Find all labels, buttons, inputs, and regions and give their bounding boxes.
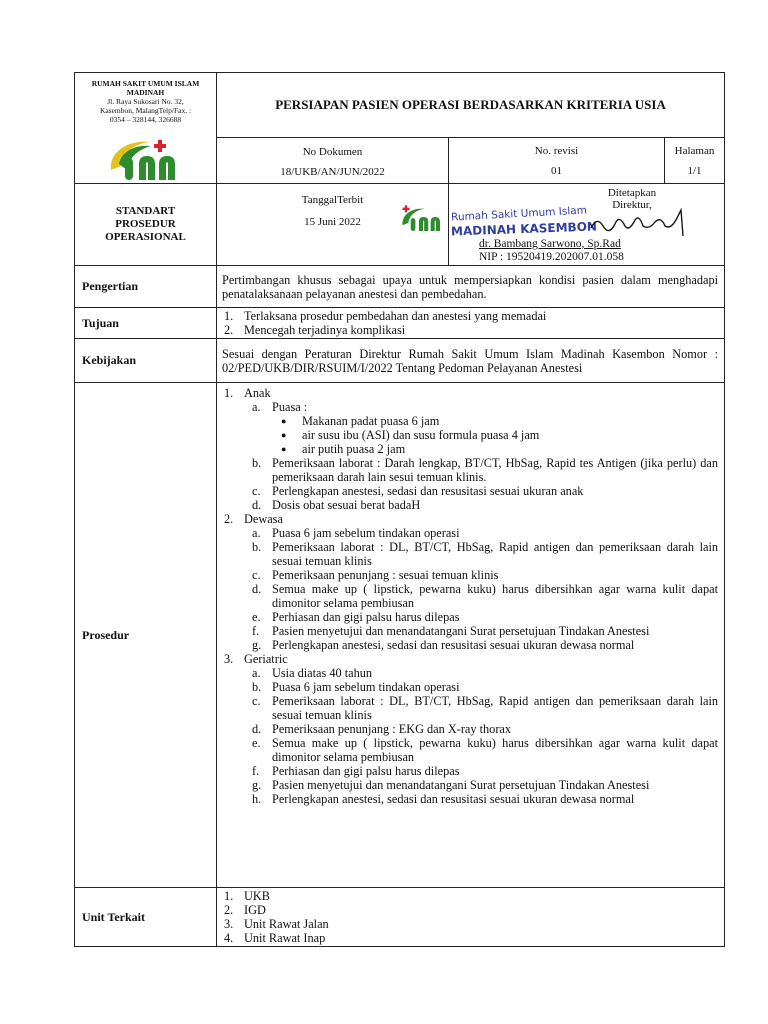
prosedur-item-text: Perlengkapan anestesi, sedasi dan resusitasi sesuai ukuran dewasa normal [272,792,635,806]
tujuan-label: Tujuan [75,308,217,339]
prosedur-bullet-text: Makanan padat puasa 6 jam [302,414,440,428]
tujuan-item [222,309,718,323]
stamp-logo-icon [399,198,447,236]
no-dokumen-cell [217,138,449,184]
prosedur-item [222,568,718,582]
prosedur-item-letter: h. [252,792,262,806]
prosedur-item-letter: a. [252,400,261,414]
no-revisi-value: 01 [551,164,562,177]
prosedur-bullet-text: air susu ibu (ASI) dan susu formula puasa 4 jam [302,428,540,442]
signature-icon [589,208,693,238]
prosedur-item-text: Puasa 6 jam sebelum tindakan operasi [272,526,460,540]
prosedur-item [222,722,718,736]
prosedur-item-letter: g. [252,778,262,792]
tujuan-item-text: Mencegah terjadinya komplikasi [244,323,406,337]
unit-terkait-item-text: UKB [244,889,270,903]
prosedur-group-title: Geriatric [244,652,288,666]
unit-terkait-item-number: 1. [224,889,234,903]
prosedur-group-title: Anak [244,386,271,400]
prosedur-item-text: Pemeriksaan laborat : DL, BT/CT, HbSag, Rapid antigen dan pemeriksaan darah lain sesuai temuan klinis [272,694,719,722]
prosedur-sublist [222,526,718,652]
unit-terkait-label: Unit Terkait [75,888,217,947]
prosedur-bullet [222,428,718,442]
prosedur-group [222,386,718,512]
prosedur-item [222,624,718,638]
unit-terkait-item [222,903,718,917]
hospital-address-line3: 0354 – 328144, 326688 [109,115,182,124]
prosedur-item-letter: c. [252,694,261,708]
prosedur-item [222,526,718,540]
prosedur-bullet [222,442,718,456]
direktur-label: Direktur, [612,199,652,211]
prosedur-group-number: 1. [224,386,234,400]
hospital-logo-icon [105,130,187,182]
tanggal-terbit-label: TanggalTerbit [301,194,364,206]
no-revisi-cell [449,138,665,184]
no-dokumen-label: No Dokumen [302,145,363,158]
prosedur-item-letter: d. [252,722,262,736]
sop-label-line1: STANDART [115,205,176,217]
prosedur-item [222,540,718,568]
prosedur-item-text: Pemeriksaan laborat : DL, BT/CT, HbSag, Rapid antigen dan pemeriksaan darah lain sesuai temuan klinis [272,540,719,568]
prosedur-item-text: Semua make up ( lipstick, pewarna kuku) harus dibersihkan agar warna kulit dapat dimonitor selama pembiusan [272,582,719,610]
pengertian-label: Pengertian [75,266,217,308]
tanggal-terbit-value: 15 Juni 2022 [304,216,361,228]
director-name: dr. Bambang Sarwono, Sp.Rad [479,238,621,250]
tujuan-item-text: Terlaksana prosedur pembedahan dan anestesi yang memadai [244,309,547,323]
prosedur-item-letter: f. [252,764,260,778]
prosedur-item [222,778,718,792]
prosedur-item [222,456,718,484]
halaman-label: Halaman [674,144,715,157]
prosedur-item-text: Perlengkapan anestesi, sedasi dan resusitasi sesuai ukuran dewasa normal [272,638,635,652]
prosedur-item-letter: a. [252,526,261,540]
prosedur-sublist [222,666,718,806]
approval-cell [449,184,725,266]
prosedur-item-letter: b. [252,456,262,470]
prosedur-item-text: Puasa : [272,400,308,414]
unit-terkait-item-number: 2. [224,903,234,917]
prosedur-group-number: 3. [224,652,234,666]
prosedur-item [222,400,718,456]
prosedur-item-text: Pemeriksaan penunjang : EKG dan X-ray thorax [272,722,512,736]
unit-terkait-item-text: IGD [244,903,266,917]
sop-label [75,184,217,266]
prosedur-item-text: Puasa 6 jam sebelum tindakan operasi [272,680,460,694]
unit-terkait-item-text: Unit Rawat Inap [244,931,326,945]
director-nip: NIP : 19520419.202007.01.058 [479,251,624,263]
hospital-address-line2: Kasembon, MalangTelp/Fax. : [99,106,192,115]
document-title: PERSIAPAN PASIEN OPERASI BERDASARKAN KRITERIA USIA [217,73,725,138]
pengertian-text: Pertimbangan khusus sebagai upaya untuk mempersiapkan kondisi pasien dalam menghadapi penatalaksanaan pelayanan anestesi dan pembedahan. [217,266,725,308]
prosedur-item [222,736,718,764]
ditetapkan-label: Ditetapkan [607,187,657,199]
prosedur-item-letter: c. [252,484,261,498]
halaman-value: 1/1 [687,164,702,177]
prosedur-item-letter: b. [252,680,262,694]
prosedur-item-letter: c. [252,568,261,582]
prosedur-item [222,792,718,806]
prosedur-item-letter: e. [252,736,261,750]
unit-terkait-item-text: Unit Rawat Jalan [244,917,329,931]
stamp-line1: Rumah Sakit Umum Islam [450,204,588,224]
prosedur-item [222,666,718,680]
prosedur-item-text: Pasien menyetujui dan menandatangani Surat persetujuan Tindakan Anestesi [272,778,650,792]
unit-terkait-item [222,931,718,945]
sop-label-line3: OPERASIONAL [105,231,186,243]
halaman-cell [665,138,725,184]
hospital-address-line1: Jl. Raya Sukosari No. 32, [107,97,184,106]
prosedur-label: Prosedur [75,383,217,888]
prosedur-group-number: 2. [224,512,234,526]
bullet-icon: ● [281,444,287,454]
unit-terkait-item [222,889,718,903]
no-revisi-label: No. revisi [534,144,579,157]
prosedur-group [222,652,718,806]
stamp-line2: MADINAH KASEMBON [450,219,598,239]
prosedur-item-text: Semua make up ( lipstick, pewarna kuku) harus dibersihkan agar warna kulit dapat dimonitor selama pembiusan [272,736,719,764]
prosedur-item-text: Pasien menyetujui dan menandatangani Surat persetujuan Tindakan Anestesi [272,624,650,638]
prosedur-item-letter: d. [252,582,262,596]
sop-label-line2: PROSEDUR [115,218,176,230]
prosedur-bullet-text: air putih puasa 2 jam [302,442,406,456]
prosedur-item [222,680,718,694]
kebijakan-label: Kebijakan [75,339,217,383]
prosedur-group [222,512,718,652]
prosedur-item-text: Usia diatas 40 tahun [272,666,373,680]
prosedur-bullet [222,414,718,428]
unit-terkait-item-number: 4. [224,931,234,945]
tujuan-item [222,323,718,337]
prosedur-item [222,764,718,778]
unit-terkait-list [217,888,725,947]
tujuan-item-number: 1. [224,309,234,323]
prosedur-item-text: Perhiasan dan gigi palsu harus dilepas [272,610,460,624]
prosedur-item [222,484,718,498]
prosedur-item-text: Perlengkapan anestesi, sedasi dan resusitasi sesuai ukuran anak [272,484,584,498]
prosedur-item-letter: d. [252,498,262,512]
prosedur-item-text: Dosis obat sesuai berat badaH [272,498,421,512]
prosedur-item-text: Pemeriksaan penunjang : sesuai temuan klinis [272,568,499,582]
prosedur-group-title: Dewasa [244,512,283,526]
kebijakan-text: Sesuai dengan Peraturan Direktur Rumah Sakit Umum Islam Madinah Kasembon Nomor : 02/PED/UKB/DIR/RSUIM/I/2022 Tentang Pedoman Pelayanan Anestesi [217,339,725,383]
prosedur-item [222,610,718,624]
prosedur-bullets [222,414,718,456]
prosedur-list [217,383,725,888]
prosedur-item-text: Pemeriksaan laborat : Darah lengkap, BT/CT, HbSag, Rapid tes Antigen (jika perlu) dan pemeriksaan darah lain sesui temuan klinis. [272,456,719,484]
prosedur-item-letter: f. [252,624,260,638]
prosedur-item-letter: e. [252,610,261,624]
prosedur-sublist [222,400,718,512]
unit-terkait-item-number: 3. [224,917,234,931]
prosedur-item [222,582,718,610]
unit-terkait-item [222,917,718,931]
prosedur-item-letter: g. [252,638,262,652]
prosedur-item [222,498,718,512]
prosedur-item-letter: b. [252,540,262,554]
prosedur-item-text: Perhiasan dan gigi palsu harus dilepas [272,764,460,778]
bullet-icon: ● [281,416,287,426]
tujuan-list [217,308,725,339]
prosedur-item [222,638,718,652]
sop-document-table [74,72,725,947]
hospital-name-line2: MADINAH [126,88,165,97]
hospital-name-line1: RUMAH SAKIT UMUM ISLAM [91,79,200,88]
prosedur-item-letter: a. [252,666,261,680]
hospital-header [75,73,217,184]
no-dokumen-value: 18/UKB/AN/JUN/2022 [280,165,385,178]
tujuan-item-number: 2. [224,323,234,337]
prosedur-item [222,694,718,722]
bullet-icon: ● [281,430,287,440]
